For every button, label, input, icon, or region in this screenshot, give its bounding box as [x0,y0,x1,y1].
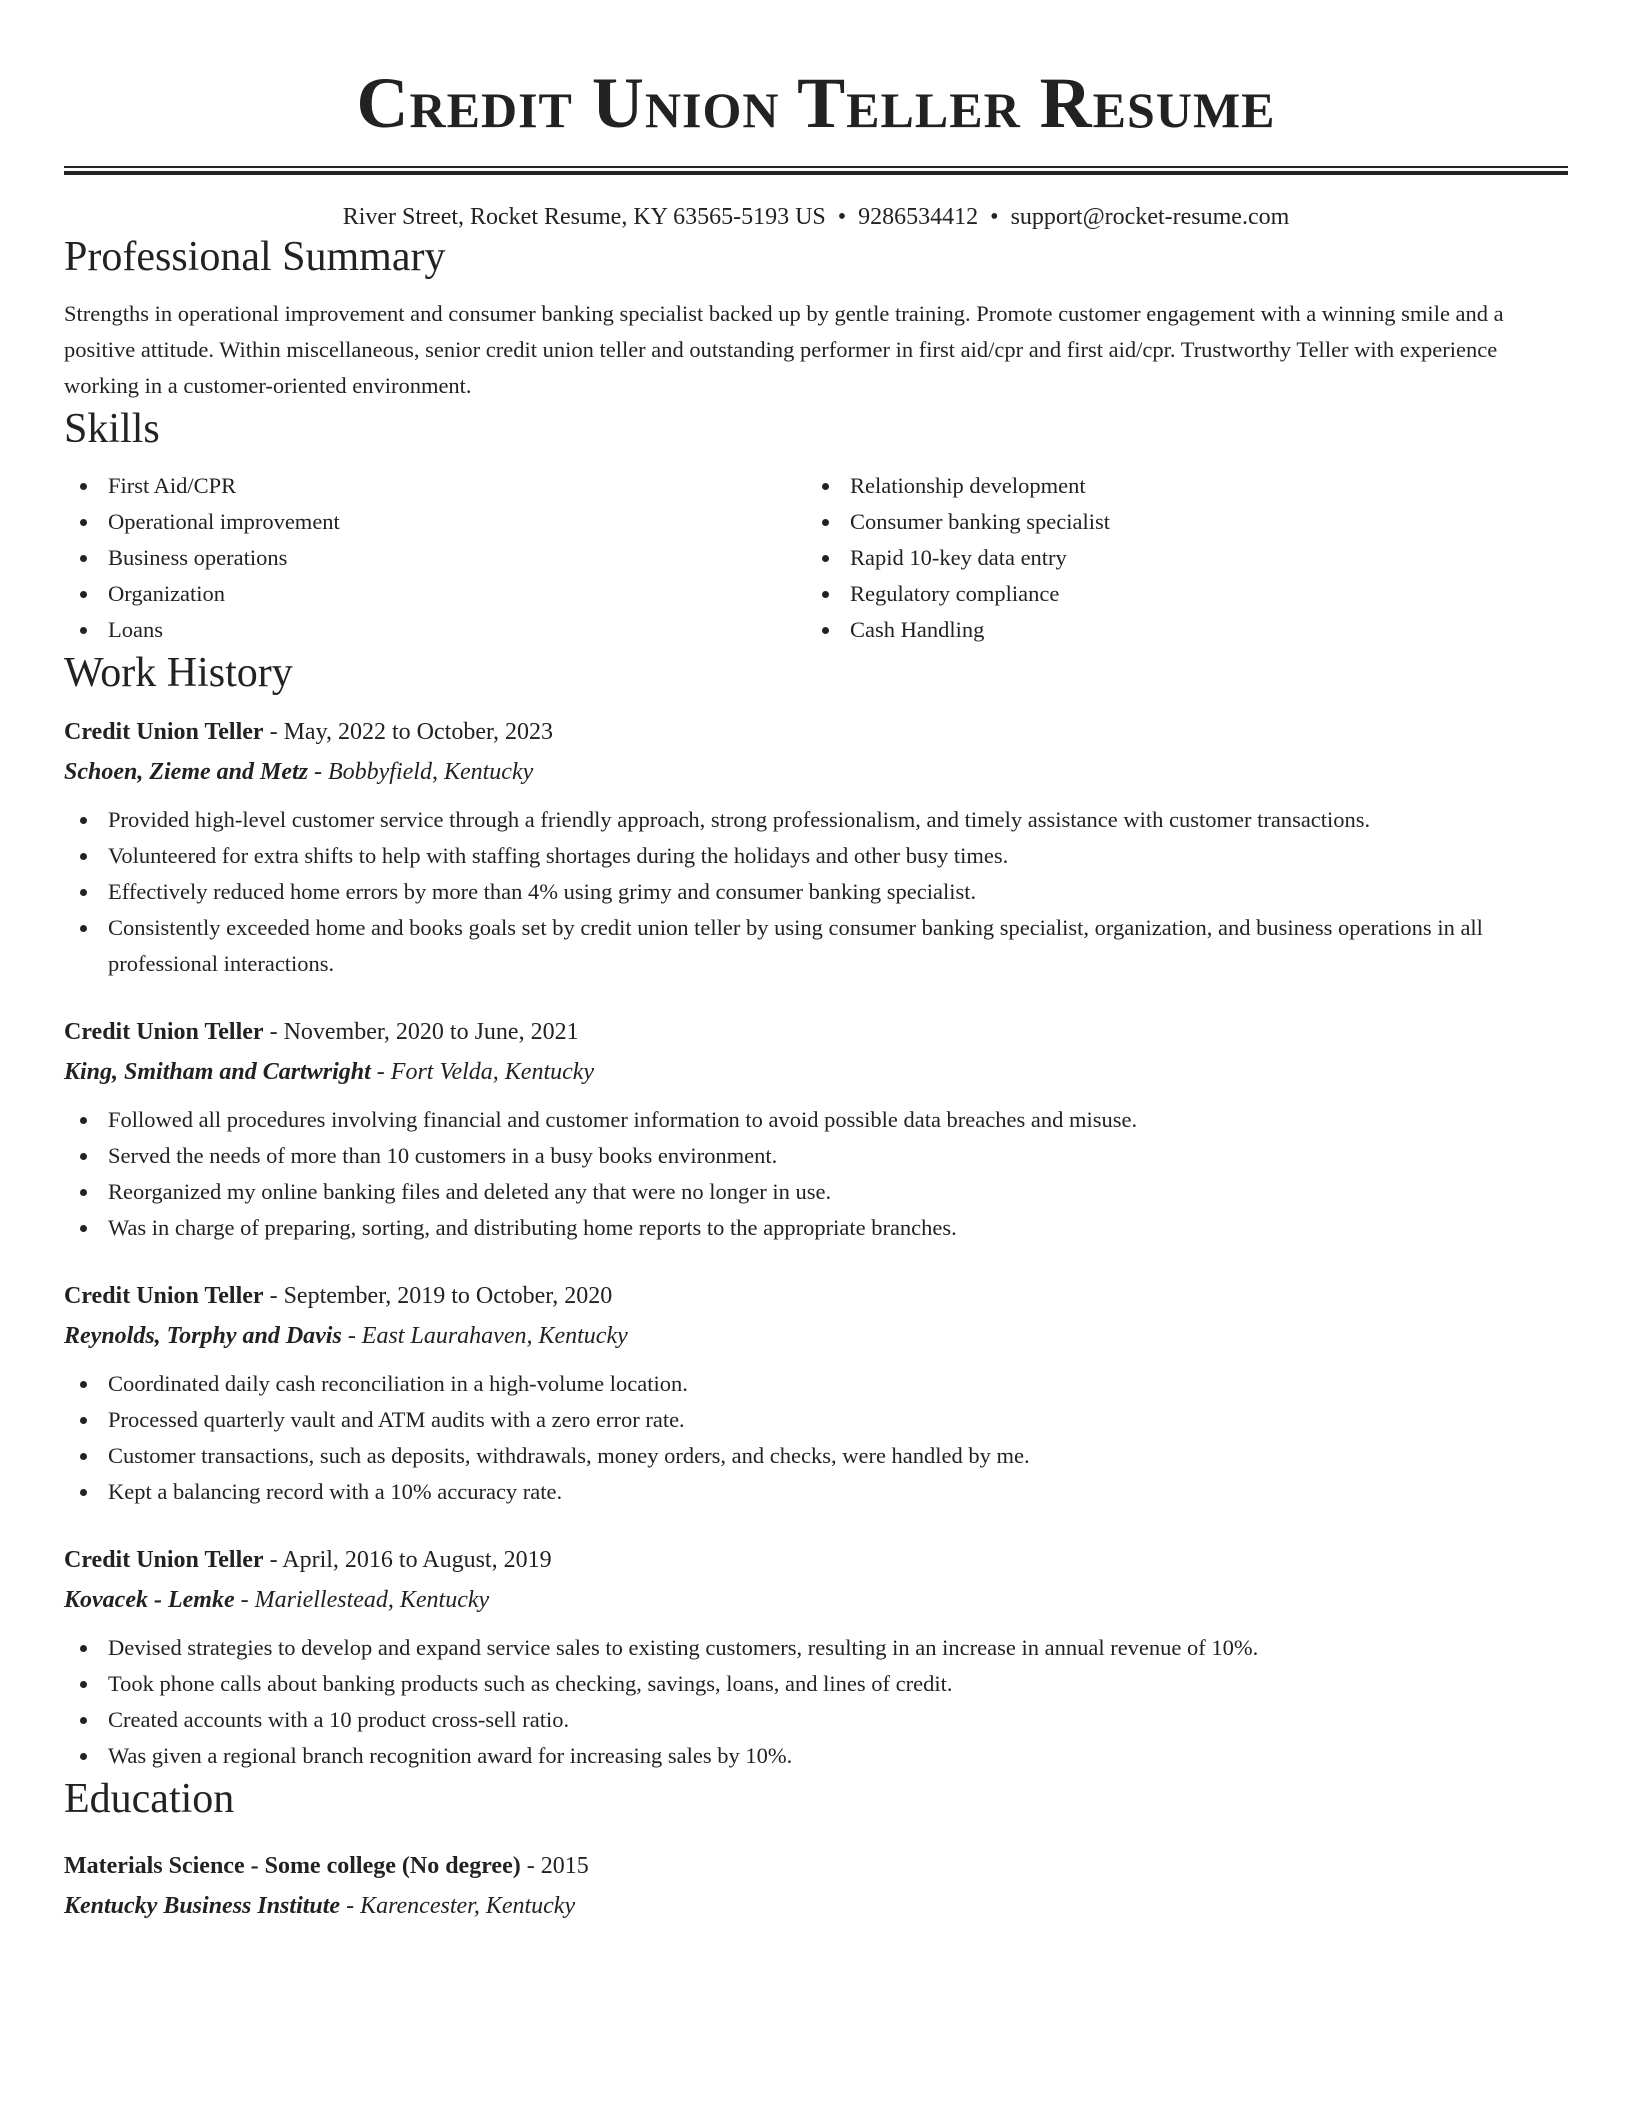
job-location: - East Laurahaven, Kentucky [341,1323,628,1349]
duty-item: Processed quarterly vault and ATM audits with a zero error rate. [64,1402,1568,1438]
education-school: Kentucky Business Institute [64,1893,341,1919]
contact-line [64,202,1568,232]
job-entry [64,1012,1568,1246]
job-employer [64,752,1568,792]
skill-item: Regulatory compliance [806,576,1548,612]
contact-separator: • [990,204,999,230]
job-entry [64,1540,1568,1774]
job-dates: - May, 2022 to October, 2023 [263,719,554,745]
skill-item: Cash Handling [806,612,1548,648]
job-employer [64,1316,1568,1356]
title-divider [64,166,1568,175]
education-school-line [64,1886,1568,1926]
education-entry [64,1846,1568,1926]
duty-item: Followed all procedures involving financial and customer information to avoid possible data breaches and misuse. [64,1102,1568,1138]
summary-heading: Professional Summary [64,234,446,280]
resume-title: Credit Union Teller Resume [356,63,1276,143]
resume-page [64,0,1568,1926]
skill-item: Business operations [64,540,806,576]
skill-item: Consumer banking specialist [806,504,1548,540]
job-company: Reynolds, Torphy and Davis [64,1323,342,1349]
job-dates: - November, 2020 to June, 2021 [263,1019,579,1045]
education-degree: Materials Science - Some college (No degree) [64,1853,521,1879]
job-dates: - April, 2016 to August, 2019 [263,1547,552,1573]
job-employer [64,1052,1568,1092]
job-header [64,712,1568,752]
work-history-heading: Work History [64,650,293,696]
duty-item: Reorganized my online banking files and deleted any that were no longer in use. [64,1174,1568,1210]
contact-email: support@rocket-resume.com [1010,204,1290,230]
duty-item: Was in charge of preparing, sorting, and distributing home reports to the appropriate branches. [64,1210,1568,1246]
job-header [64,1276,1568,1316]
skills-heading: Skills [64,406,160,452]
job-entry [64,712,1568,982]
skill-item: First Aid/CPR [64,468,806,504]
skill-item: Operational improvement [64,504,806,540]
job-dates: - September, 2019 to October, 2020 [263,1283,613,1309]
duty-item: Devised strategies to develop and expand service sales to existing customers, resulting in an increase in annual revenue of 10%. [64,1630,1568,1666]
summary-text: Strengths in operational improvement and consumer banking specialist backed up by gentle training. Promote customer engagement with a winning smile and a positive attitude. Within miscellaneous, senior credit union teller and outstanding performer in first aid/cpr and first aid/cpr. Trustworthy Teller with experience working in a customer-oriented environment. [64,301,1504,398]
job-header [64,1540,1568,1580]
duty-item: Volunteered for extra shifts to help with staffing shortages during the holidays and other busy times. [64,838,1568,874]
duty-item: Took phone calls about banking products such as checking, savings, loans, and lines of credit. [64,1666,1568,1702]
job-duties [64,1366,1568,1510]
job-entry [64,1276,1568,1510]
skills-column-left [64,468,806,648]
skill-item: Organization [64,576,806,612]
skills-column-right [806,468,1548,648]
job-location: - Mariellestead, Kentucky [234,1587,490,1613]
skill-item: Rapid 10-key data entry [806,540,1548,576]
job-location: - Fort Velda, Kentucky [370,1059,595,1085]
job-header [64,1012,1568,1052]
duty-item: Effectively reduced home errors by more than 4% using grimy and consumer banking specialist. [64,874,1568,910]
duty-item: Consistently exceeded home and books goals set by credit union teller by using consumer banking specialist, organization, and business operations in all professional interactions. [64,910,1568,982]
duty-item: Coordinated daily cash reconciliation in a high-volume location. [64,1366,1568,1402]
job-company: Schoen, Zieme and Metz [64,759,308,785]
education-year: - 2015 [520,1853,589,1879]
duty-item: Was given a regional branch recognition award for increasing sales by 10%. [64,1738,1568,1774]
duty-item: Provided high-level customer service through a friendly approach, strong professionalism, and timely assistance with customer transactions. [64,802,1568,838]
job-duties [64,1630,1568,1774]
skill-item: Loans [64,612,806,648]
job-duties [64,802,1568,982]
job-title: Credit Union Teller [64,1019,264,1045]
duty-item: Served the needs of more than 10 customers in a busy books environment. [64,1138,1568,1174]
contact-phone: 9286534412 [858,204,979,230]
education-degree-line [64,1846,1568,1886]
education-location: - Karencester, Kentucky [340,1893,576,1919]
skills-list [64,468,1568,648]
skill-item: Relationship development [806,468,1548,504]
job-duties [64,1102,1568,1246]
duty-item: Customer transactions, such as deposits, withdrawals, money orders, and checks, were handled by me. [64,1438,1568,1474]
job-title: Credit Union Teller [64,719,264,745]
job-company: King, Smitham and Cartwright [64,1059,371,1085]
contact-separator: • [837,204,847,230]
job-title: Credit Union Teller [64,1547,264,1573]
duty-item: Created accounts with a 10 product cross-sell ratio. [64,1702,1568,1738]
job-employer [64,1580,1568,1620]
job-location: - Bobbyfield, Kentucky [308,759,534,785]
job-title: Credit Union Teller [64,1283,264,1309]
contact-address: River Street, Rocket Resume, KY 63565-5193 US [342,204,826,230]
duty-item: Kept a balancing record with a 10% accuracy rate. [64,1474,1568,1510]
education-heading: Education [64,1776,235,1822]
job-company: Kovacek - Lemke [64,1587,235,1613]
